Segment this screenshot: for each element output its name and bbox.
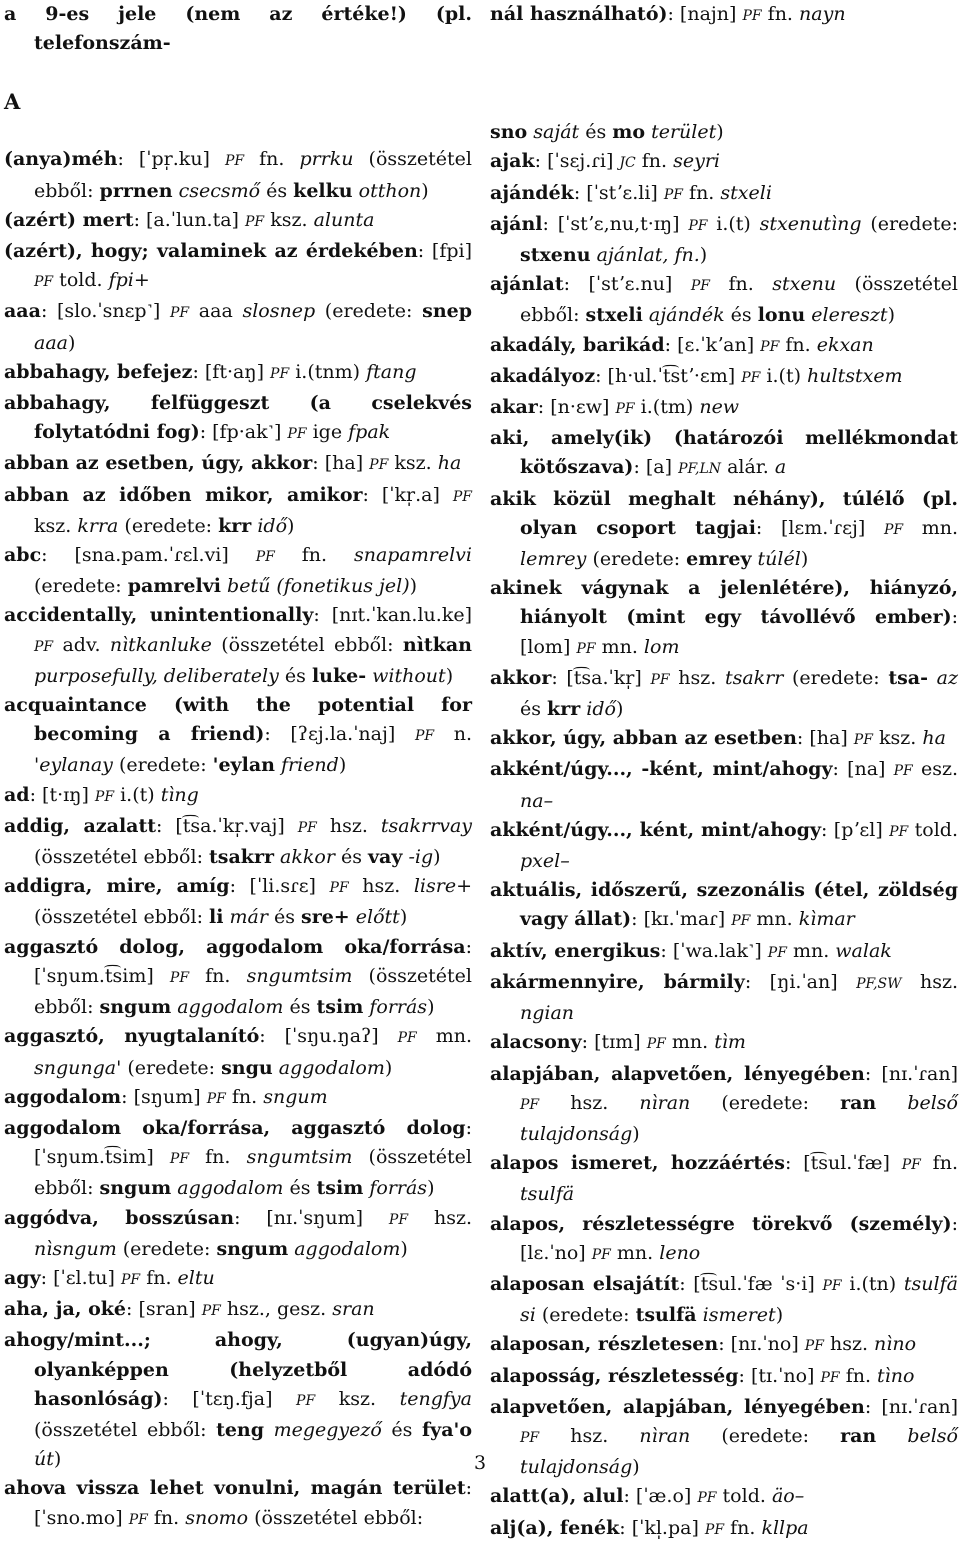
dictionary-entry: ajánlat: [ˈstʼɛ.nu] PF fn. stxenu (összetétel ebből: stxeli ajándék és lonu elereszt) xyxy=(490,273,959,327)
dictionary-entry: accidentally, unintentionally: [nɪt.ˈkan.lu.ke] PF adv. nìtkanluke (összetétel ebből: nìtkan purposefully, deliberately és luke- without) xyxy=(4,604,472,687)
right-entries xyxy=(490,118,958,1545)
dictionary-entry: abbahagy, felfüggeszt (a cselekvés folytatódni fog): [fp·ak˺] PF ige fpak xyxy=(4,392,472,444)
dictionary-entry: alatt(a), alul: [ˈæ.o] PF told. äo– xyxy=(490,1485,805,1508)
page-number: 3 xyxy=(473,1452,487,1474)
dictionary-entry: ahogy/mint...; ahogy, (ugyan)úgy, olyanképpen (helyzetből adódó hasonlóság): [ˈtɛŋ.fja] PF ksz. tengfya (összetétel ebből: teng megegyező és fya'o út) xyxy=(4,1329,472,1471)
dictionary-entry: akként/úgy..., ként, mint/ahogy: [pʼɛl] PF told. pxel– xyxy=(490,818,958,873)
dictionary-entry: aha, ja, oké: [sran] PF hsz., gesz. sran xyxy=(4,1298,375,1321)
left-entries xyxy=(4,145,472,1534)
dictionary-entry: ajak: [ˈsɛj.ɾi] JC fn. seyri xyxy=(490,150,721,173)
dictionary-entry: ajánl: [ˈstʼɛ,nu,t·ɪŋ] PF i.(t) stxenutìng (eredete: stxenu ajánlat, fn.) xyxy=(490,212,958,267)
dictionary-entry: alacsony: [tɪm] PF mn. tìm xyxy=(490,1031,746,1054)
dictionary-entry: abban az időben mikor, amikor: [ˈkr̩.a] PF ksz. krra (eredete: krr idő) xyxy=(4,483,472,537)
dictionary-entry: acquaintance (with the potential for becoming a friend): [ʔɛj.la.ˈnaj] PF n. 'eylanay (eredete: 'eylan friend) xyxy=(4,694,473,777)
dictionary-entry: abbahagy, befejez: [ft·aŋ] PF i.(tnm) ftang xyxy=(4,360,417,383)
dictionary-entry: abc: [sna.pam.ˈɾɛl.vi] PF fn. snapamrelvi (eredete: pamrelvi betű (fonetikus jel)) xyxy=(4,544,472,598)
dictionary-entry: ajándék: [ˈstʼɛ.li] PF fn. stxeli xyxy=(490,181,772,204)
dictionary-entry: aktív, energikus: [ˈwa.lak˺] PF mn. walak xyxy=(490,939,892,962)
dictionary-entry: aggódva, bosszúsan: [nɪ.ˈsŋum] PF hsz. nìsngum (eredete: sngum aggodalom) xyxy=(4,1206,473,1260)
dictionary-entry: a 9-es jele (nem az értéke!) (pl. telefonszám- xyxy=(4,3,472,55)
dictionary-entry: akadály, barikád: [ɛ.ˈkʼan] PF fn. ekxan xyxy=(490,333,874,356)
dictionary-entry: aggasztó dolog, aggodalom oka/forrása: [ˈsŋum.t͡sim] PF fn. sngumtsim (összetétel ebből: sngum aggodalom és tsim forrás) xyxy=(4,935,472,1019)
dictionary-entry: ad: [t·ɪŋ] PF i.(t) tìng xyxy=(4,783,199,806)
dictionary-entry: nál használható): [najn] PF fn. nayn xyxy=(490,3,846,25)
dictionary-entry: sno saját és mo terület) xyxy=(490,121,724,144)
dictionary-entry: alaposan elsajátít: [t͡sul.ˈfæ ˈs·i] PF i.(tn) tsulfä si (eredete: tsulfä ismeret) xyxy=(490,1272,958,1327)
dictionary-entry: alapjában, alapvetően, lényegében: [nɪ.ˈɾan] PF hsz. nìran (eredete: ran belső tulajdonság) xyxy=(490,1062,959,1145)
dictionary-entry: akik közül meghalt néhány), túlélő (pl. olyan csoport tagjai: [lɛm.ˈɾɛj] PF mn. lemrey (eredete: emrey túlél) xyxy=(490,487,958,571)
dictionary-entry: aggodalom oka/forrása, aggasztó dolog: [ˈsŋum.t͡sim] PF fn. sngumtsim (összetétel ebből: sngum aggodalom és tsim forrás) xyxy=(4,1116,472,1200)
dictionary-entry: aggasztó, nyugtalanító: [ˈsŋu.ŋaʔ] PF mn. sngunga' (eredete: sngu aggodalom) xyxy=(4,1025,472,1079)
dictionary-entry: agy: [ˈɛl.tu] PF fn. eltu xyxy=(4,1266,215,1289)
dictionary-entry: (azért), hogy; valaminek az érdekében: [fpi] PF told. fpi+ xyxy=(4,240,472,292)
right-top-fragment xyxy=(490,0,958,31)
dictionary-entry: akkor, úgy, abban az esetben: [ha] PF ksz. ha xyxy=(490,727,946,750)
dictionary-entry: alapvetően, alapjában, lényegében: [nɪ.ˈɾan] PF hsz. nìran (eredete: ran belső tulajdonság) xyxy=(490,1395,959,1479)
dictionary-entry: alapos ismeret, hozzáértés: [t͡sul.ˈfæ] PF fn. tsulfä xyxy=(490,1152,958,1206)
dictionary-entry: addigra, mire, amíg: [ˈli.sɾɛ] PF hsz. lisre+ (összetétel ebből: li már és sre+ előtt) xyxy=(4,875,472,929)
dictionary-entry: akként/úgy..., -ként, mint/ahogy: [na] PF esz. na– xyxy=(490,758,958,812)
dictionary-entry: ahova vissza lehet vonulni, magán terület: [ˈsno.mo] PF fn. snomo (összetétel ebből: xyxy=(4,1477,472,1529)
dictionary-entry: alapos, részletességre törekvő (személy): [lɛ.ˈno] PF mn. leno xyxy=(490,1212,958,1264)
dictionary-entry: aki, amely(ik) (határozói mellékmondat kötőszava): [a] PF,LN alár. a xyxy=(490,427,958,479)
dictionary-entry: akadályoz: [h·ul.ˈt͡stʼ·ɛm] PF i.(t) hultstxem xyxy=(490,364,903,387)
section-letter: A xyxy=(4,89,21,115)
dictionary-entry: akar: [n·ɛw] PF i.(tm) new xyxy=(490,396,740,419)
dictionary-entry: (anya)méh: [ˈpr̩.ku] PF fn. prrku (összetétel ebből: prrnen csecsmő és kelku otthon) xyxy=(4,148,473,202)
dictionary-entry: aggodalom: [sŋum] PF fn. sngum xyxy=(4,1085,328,1108)
dictionary-entry: akkor: [t͡sa.ˈkr̩] PF hsz. tsakrr (eredete: tsa- az és krr idő) xyxy=(490,666,958,721)
right-column xyxy=(490,0,958,1545)
left-top-fragment xyxy=(4,0,472,58)
dictionary-entry: akármennyire, bármily: [ŋi.ˈan] PF,SW hsz. ngian xyxy=(490,970,958,1025)
dictionary-entry: aaa: [slo.ˈsnɛp˺] PF aaa slosnep (eredete: snep aaa) xyxy=(4,300,473,354)
dictionary-entry: (azért) mert: [a.ˈlun.ta] PF ksz. alunta xyxy=(4,208,375,231)
dictionary-entry: abban az esetben, úgy, akkor: [ha] PF ksz. ha xyxy=(4,452,462,475)
dictionary-entry: alaposság, részletesség: [tɪ.ˈno] PF fn. tìno xyxy=(490,1364,915,1387)
dictionary-entry: akinek vágynak a jelenlétére), hiányzó, hiányolt (mint egy távollévő ember): [lom] PF mn. lom xyxy=(490,577,958,658)
dictionary-entry: addig, azalatt: [t͡sa.ˈkr̩.vaj] PF hsz. tsakrrvay (összetétel ebből: tsakrr akkor és vay -ig) xyxy=(4,814,473,869)
dictionary-entry: alaposan, részletesen: [nɪ.ˈno] PF hsz. nìno xyxy=(490,1333,917,1356)
left-column xyxy=(4,0,472,1535)
dictionary-entry: aktuális, időszerű, szezonális (étel, zöldség vagy állat): [kɪ.ˈmaɾ] PF mn. kìmar xyxy=(490,879,958,931)
dictionary-entry: alj(a), fenék: [ˈkl̩.pa] PF fn. kllpa xyxy=(490,1516,809,1539)
